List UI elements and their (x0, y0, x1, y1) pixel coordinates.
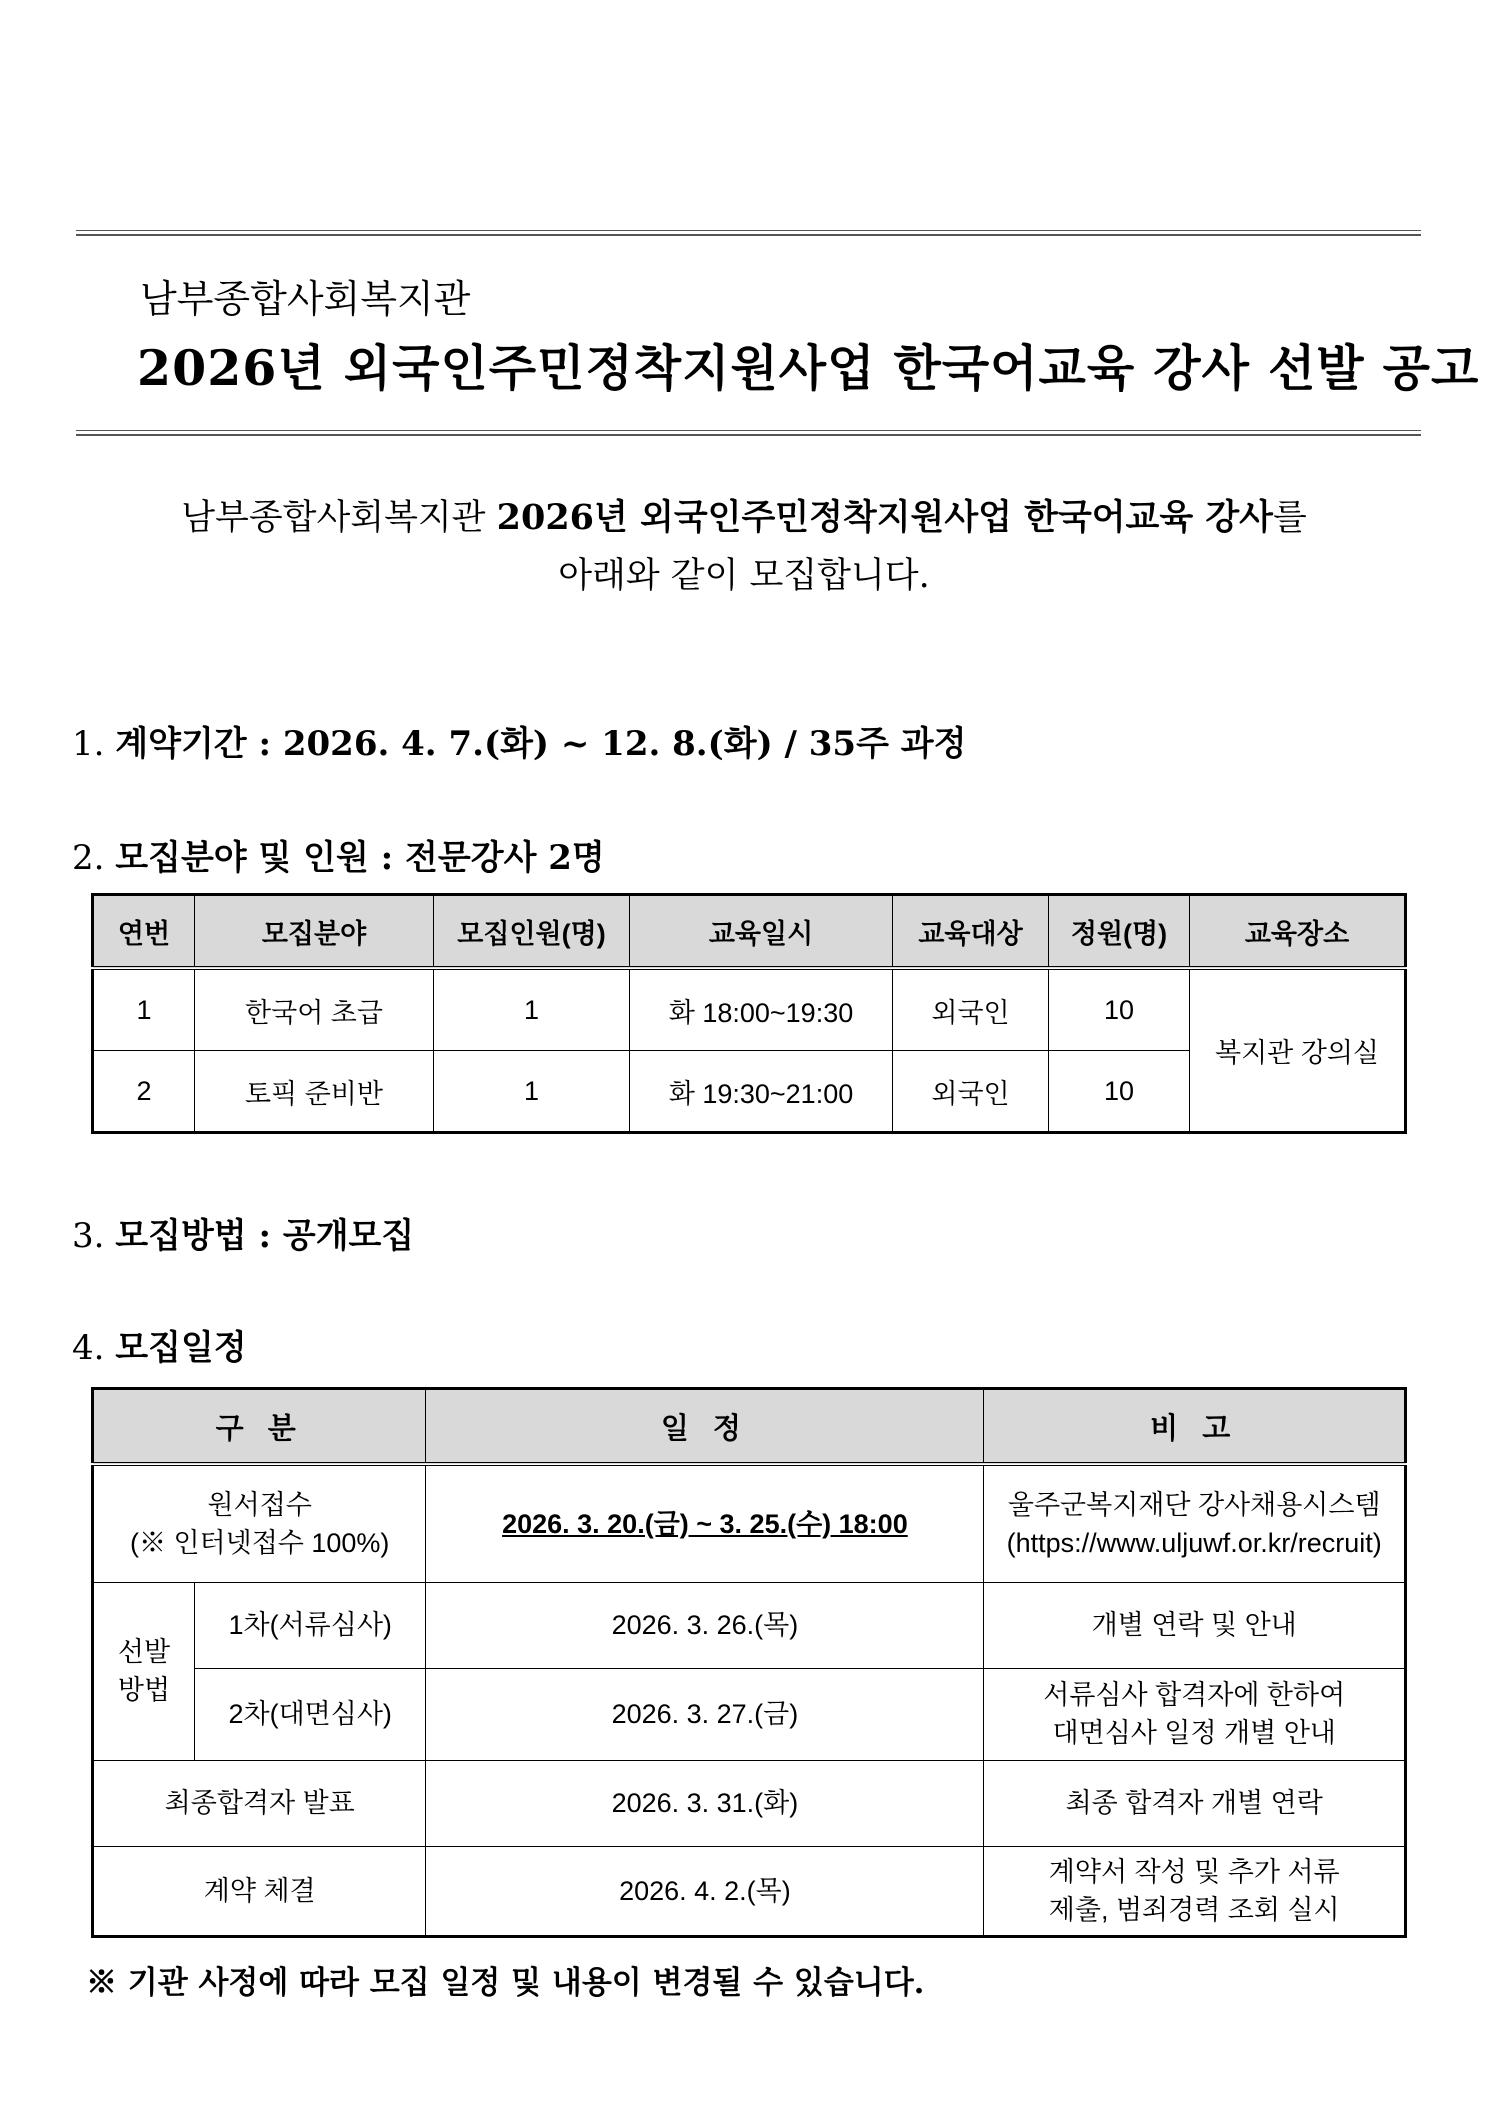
recruit-table (91, 893, 1407, 1134)
section-recruit-field (72, 830, 605, 879)
cell-note (984, 1846, 1406, 1936)
apply-url: (https://www.uljuwf.or.kr/recruit) (1006, 1527, 1382, 1558)
cell-selection-label (93, 1582, 195, 1760)
cell-step-label: 2차(대면심사) (195, 1668, 426, 1760)
intro-line-2: 아래와 같이 모집합니다. (558, 556, 930, 596)
cell-note: 개별 연락 및 안내 (984, 1582, 1406, 1668)
cell-location: 복지관 강의실 (1190, 968, 1406, 1133)
cell-date (426, 1464, 984, 1582)
page-title: 2026년 외국인주민정착지원사업 한국어교육 강사 선발 공고 (137, 339, 1480, 397)
section-text: 모집일정 (115, 1328, 247, 1368)
table-header-row (93, 1389, 1406, 1465)
cell-schedule: 화 18:00~19:30 (630, 968, 893, 1051)
table-row (93, 1846, 1406, 1936)
section-recruit-method (72, 1208, 414, 1257)
note-line: 서류심사 합격자에 한하여 (1043, 1680, 1346, 1710)
header-cell: 모집분야 (195, 895, 434, 969)
intro-line-1 (0, 490, 1488, 540)
bottom-divider (76, 430, 1421, 436)
cell-field: 토픽 준비반 (195, 1051, 434, 1133)
header-cell: 모집인원(명) (434, 895, 630, 969)
cell-schedule: 화 19:30~21:00 (630, 1051, 893, 1133)
section-recruit-schedule (72, 1320, 247, 1369)
section-number: 2. (72, 838, 116, 878)
cell-note (984, 1464, 1406, 1582)
cell-label: 계약 체결 (93, 1846, 426, 1936)
table-row (93, 1582, 1406, 1668)
note-line: 대면심사 일정 개별 안내 (1052, 1718, 1336, 1748)
section-number: 3. (72, 1216, 116, 1256)
cell-label: 최종합격자 발표 (93, 1760, 426, 1846)
cell-field: 한국어 초급 (195, 968, 434, 1051)
cell-capacity: 10 (1049, 1051, 1190, 1133)
table-row (93, 1464, 1406, 1582)
table-row (93, 1760, 1406, 1846)
cell-no: 1 (93, 968, 195, 1051)
organization-name: 남부종합사회복지관 (140, 277, 471, 321)
cell-date: 2026. 3. 31.(화) (426, 1760, 984, 1846)
intro-suffix: 를 (1272, 498, 1307, 538)
note-line: 계약서 작성 및 추가 서류 (1048, 1856, 1340, 1887)
note-line: 제출, 범죄경력 조회 실시 (1048, 1894, 1340, 1925)
cell-date: 2026. 3. 26.(목) (426, 1582, 984, 1668)
table-header-row (93, 895, 1406, 969)
schedule-table (91, 1387, 1407, 1938)
cell-target: 외국인 (893, 1051, 1049, 1133)
section-text: 계약기간 : 2026. 4. 7.(화) ~ 12. 8.(화) / 35주 과정 (115, 724, 967, 764)
apply-sublabel: (※ 인터넷접수 100%) (129, 1527, 390, 1558)
cell-count: 1 (434, 968, 630, 1051)
cell-note: 최종 합격자 개별 연락 (984, 1760, 1406, 1846)
footnote: ※ 기관 사정에 따라 모집 일정 및 내용이 변경될 수 있습니다. (86, 1965, 925, 2001)
selection-label: 선발 (117, 1637, 171, 1667)
cell-step-label: 1차(서류심사) (195, 1582, 426, 1668)
header-cell: 구 분 (93, 1389, 426, 1465)
intro-bold: 2026년 외국인주민정착지원사업 한국어교육 강사 (496, 497, 1273, 538)
intro-prefix: 남부종합사회복지관 (181, 498, 497, 538)
cell-capacity: 10 (1049, 968, 1190, 1051)
apply-date: 2026. 3. 20.(금) ~ 3. 25.(수) 18:00 (502, 1508, 908, 1539)
section-text: 모집방법 : 공개모집 (115, 1216, 415, 1256)
header-cell: 일 정 (426, 1389, 984, 1465)
apply-note: 울주군복지재단 강사채용시스템 (1007, 1489, 1381, 1520)
cell-date: 2026. 4. 2.(목) (426, 1846, 984, 1936)
cell-label (93, 1464, 426, 1582)
cell-no: 2 (93, 1051, 195, 1133)
section-text: 모집분야 및 인원 : 전문강사 2명 (115, 838, 605, 878)
header-cell: 정원(명) (1049, 895, 1190, 969)
cell-target: 외국인 (893, 968, 1049, 1051)
header-cell: 교육대상 (893, 895, 1049, 969)
cell-count: 1 (434, 1051, 630, 1133)
header-cell: 교육일시 (630, 895, 893, 969)
top-divider (76, 230, 1421, 236)
cell-note (984, 1668, 1406, 1760)
section-number: 4. (72, 1328, 116, 1368)
header-cell: 비 고 (984, 1389, 1406, 1465)
section-contract-period (72, 716, 966, 765)
header-cell: 교육장소 (1190, 895, 1406, 969)
selection-label: 방법 (117, 1675, 171, 1705)
cell-date: 2026. 3. 27.(금) (426, 1668, 984, 1760)
section-number: 1. (72, 724, 116, 764)
apply-label: 원서접수 (207, 1489, 312, 1520)
header-cell: 연번 (93, 895, 195, 969)
table-row (93, 968, 1406, 1051)
table-row (93, 1668, 1406, 1760)
